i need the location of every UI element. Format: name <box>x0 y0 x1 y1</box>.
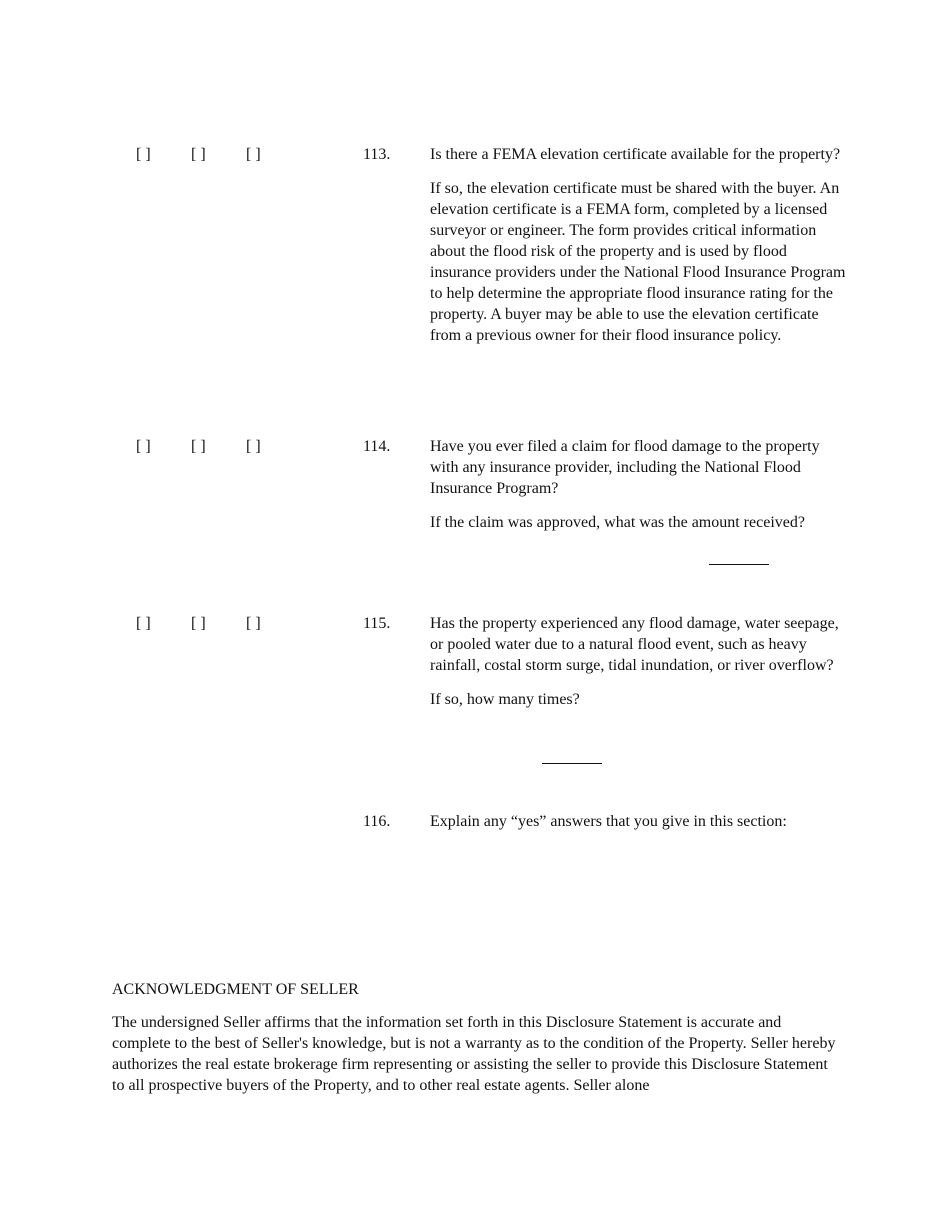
amount-answer-line[interactable] <box>709 564 769 565</box>
question-followup: If so, the elevation certificate must be shared with the buyer. An elevation certificate is a FEMA form, completed by a licensed surveyor or engineer. The form provides critical information about the flood risk of the property and is used by flood insurance providers under the National Flood Insurance Program to help determine the appropriate flood insurance rating for the property. A buyer may be able to use the elevation certificate from a previous owner for their flood insurance policy. <box>430 180 846 344</box>
no-checkbox[interactable]: [ ] <box>191 146 206 163</box>
yes-checkbox[interactable]: [ ] <box>136 615 151 632</box>
question-text: Is there a FEMA elevation certificate available for the property? <box>430 146 841 163</box>
yes-checkbox[interactable]: [ ] <box>136 146 151 163</box>
yes-checkbox[interactable]: [ ] <box>136 438 151 455</box>
unknown-checkbox[interactable]: [ ] <box>246 438 261 455</box>
unknown-checkbox[interactable]: [ ] <box>246 615 261 632</box>
unknown-checkbox[interactable]: [ ] <box>246 146 261 163</box>
question-number: 115. <box>363 615 391 632</box>
no-checkbox[interactable]: [ ] <box>191 615 206 632</box>
question-number: 114. <box>363 438 391 455</box>
question-followup: If the claim was approved, what was the amount received? <box>430 514 805 531</box>
question-text-block <box>430 436 850 546</box>
acknowledgment-heading: ACKNOWLEDGMENT OF SELLER <box>112 981 359 998</box>
question-number: 113. <box>363 146 391 163</box>
question-number: 116. <box>363 813 391 830</box>
question-text-block <box>430 144 850 359</box>
times-answer-line[interactable] <box>542 763 602 764</box>
question-text: Have you ever filed a claim for flood damage to the property with any insurance provider, including the National Flood Insurance Program? <box>430 438 820 497</box>
acknowledgment-body: The undersigned Seller affirms that the information set forth in this Disclosure Statement is accurate and complete to the best of Seller's knowledge, but is not a warranty as to the condition of the Property. Seller hereby authorizes the real estate brokerage firm representing or assisting the seller to provide this Disclosure Statement to all prospective buyers of the Property, and to other real estate agents. Seller alone <box>112 1014 836 1094</box>
question-text-block <box>430 613 850 723</box>
question-text: Explain any “yes” answers that you give in this section: <box>430 813 787 830</box>
question-followup: If so, how many times? <box>430 691 580 708</box>
no-checkbox[interactable]: [ ] <box>191 438 206 455</box>
question-text-block <box>430 811 850 845</box>
question-text: Has the property experienced any flood damage, water seepage, or pooled water due to a natural flood event, such as heavy rainfall, costal storm surge, tidal inundation, or river overflow? <box>430 615 839 674</box>
